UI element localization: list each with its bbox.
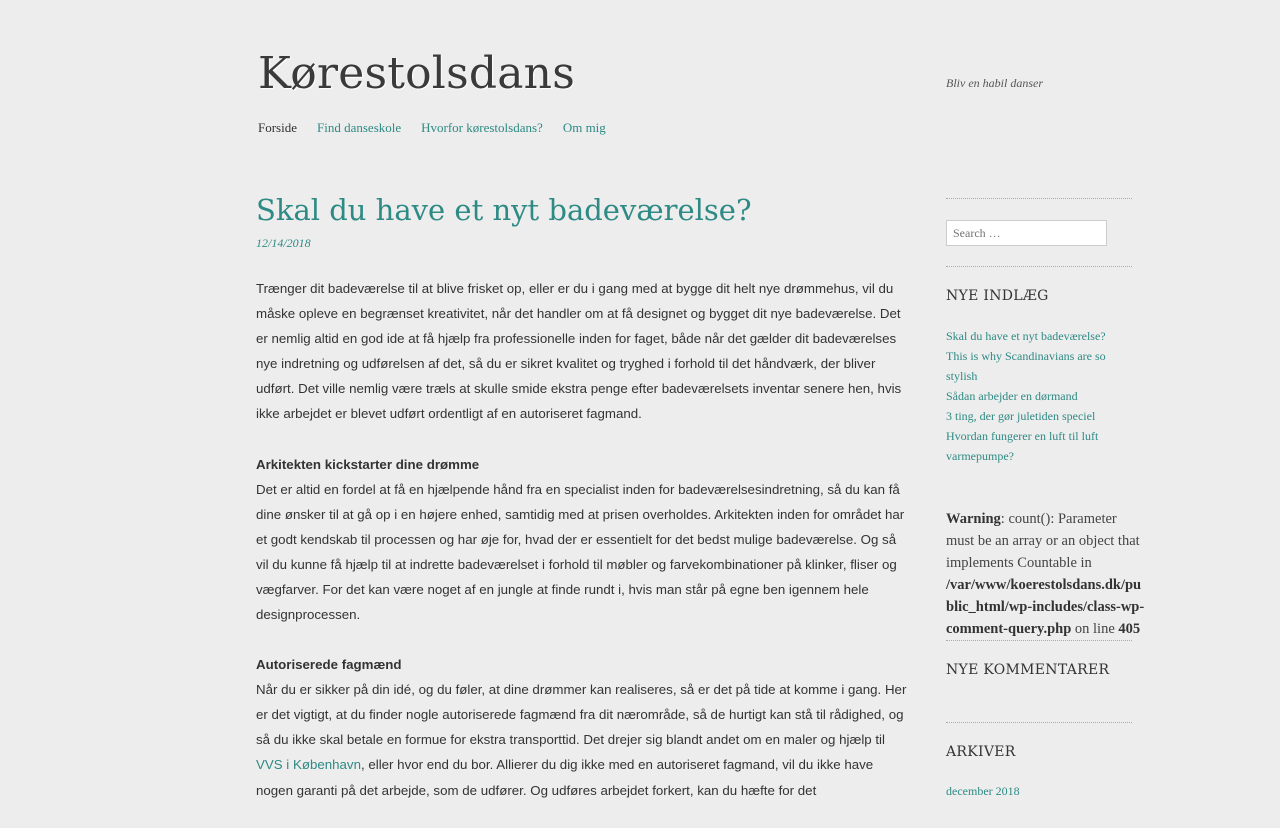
post-paragraph-2: Det er altid en fordel at få en hjælpende hånd fra en specialist inden for badeværelsesindretning, så du kan få dine ønsker til at gå op i en højere enhed, samtidig med at prisen overholdes. Arkitekten inden for området har et godt kendskab til processen og har øje for, hvad der er essentielt for det bedst mulige badeværelse. Og så vil du kunne få hjælp til at indrette badeværelset i forhold til møbler og farvekombinationer på klinker, fliser og vægfarver. For det kan være noget af en jungle at finde rundt i, hvis man står på egne ben igennem hele designprocessen. [256, 481, 905, 623]
recent-posts-list [946, 326, 1132, 466]
nav-item-om-mig[interactable]: Om mig [562, 120, 606, 135]
site-title[interactable]: Kørestolsdans [258, 48, 575, 99]
warning-message: : count(): Parameter must be an array or an object that implements Countable in [946, 511, 1140, 571]
recent-posts-widget [946, 267, 1132, 466]
vvs-link[interactable]: VVS i København [256, 757, 361, 773]
recent-post-link[interactable]: 3 ting, der gør juletiden speciel [946, 409, 1096, 423]
site-description: Bliv en habil danser [946, 76, 1043, 90]
post-paragraph-3 [256, 677, 908, 802]
archives-list [946, 782, 1132, 800]
list-item [946, 326, 1132, 346]
post-date[interactable]: 12/14/2018 [256, 236, 311, 250]
archive-link[interactable]: december 2018 [946, 784, 1020, 798]
php-warning [946, 508, 1146, 640]
post-heading-architect: Arkitekten kickstarter dine drømme [256, 456, 480, 472]
list-item [946, 386, 1132, 406]
recent-post-link[interactable]: This is why Scandinavians are so stylish [946, 349, 1106, 383]
nav-item-forside[interactable]: Forside [258, 120, 297, 135]
recent-post-link[interactable]: Hvordan fungerer en luft til luft varmepumpe? [946, 429, 1099, 463]
warning-label: Warning [946, 511, 1001, 527]
recent-post-link[interactable]: Sådan arbejder en dørmand [946, 389, 1078, 403]
warning-path: /var/www/koerestolsdans.dk/public_html/wp-includes/class-wp-comment-query.php [946, 577, 1145, 637]
list-item [946, 406, 1132, 426]
post-title[interactable]: Skal du have et nyt badeværelse? [256, 193, 752, 227]
nav-item-hvorfor[interactable]: Hvorfor kørestolsdans? [421, 120, 543, 135]
warning-line-number: 405 [1118, 621, 1141, 637]
warning-message-line: on line [1071, 621, 1119, 637]
recent-posts-title: NYE INDLÆG [946, 288, 1049, 304]
list-item [946, 346, 1132, 386]
post-heading-craftsmen: Autoriserede fagmænd [256, 657, 402, 673]
sidebar [946, 198, 1145, 800]
post-content [256, 276, 908, 828]
post-paragraph-1: Trænger dit badeværelse til at blive frisket op, eller er du i gang med at bygge dit helt nye drømmehus, vil du måske opleve en begrænset kreativitet, når det handler om at få designet og bygget dit nye badeværelse. Det er nemlig altid en god ide at få hjælp fra professionelle inden for faget, både når det gælder dit badeværelses nye indretning og udførelsen af det, så du er sikret kvalitet og tryghed i forhold til det håndværk, der bliver udført. Det ville nemlig være træls at skulle smide ekstra penge efter badeværelsets inventar senere hen, hvis ikke arbejdet er blevet udført ordentligt af en autoriseret fagmand. [256, 281, 902, 422]
archives-title: ARKIVER [946, 744, 1016, 760]
recent-comments-widget [946, 641, 1132, 722]
archives-widget [946, 723, 1132, 800]
search-input[interactable] [946, 220, 1107, 246]
main-navigation [258, 120, 606, 136]
nav-item-find-danseskole[interactable]: Find danseskole [317, 120, 402, 135]
list-item [946, 426, 1132, 466]
recent-comments-title: NYE KOMMENTARER [946, 662, 1110, 678]
recent-post-link[interactable]: Skal du have et nyt badeværelse? [946, 329, 1106, 343]
post-paragraph-3a: Når du er sikker på din idé, og du føler, at dine drømmer kan realiseres, så er det på tide at komme i gang. Her er det vigtigt, at du finder nogle autoriserede fagmænd fra dit nærområde, så de hurtigt kan stå til rådighed, og så du ikke skal betale en formue for ekstra transporttid. Det drejer sig blandt andet om en maler og hjælp til [256, 682, 907, 748]
search-widget [946, 199, 1132, 266]
post-paragraph-3b: , eller hvor end du bor. Allierer du dig ikke med en autoriseret fagmand, vil du ikke have nogen garanti på det arbejde, som de udfører. Og udføres arbejdet forkert, kan du hæfte for det [256, 757, 874, 798]
